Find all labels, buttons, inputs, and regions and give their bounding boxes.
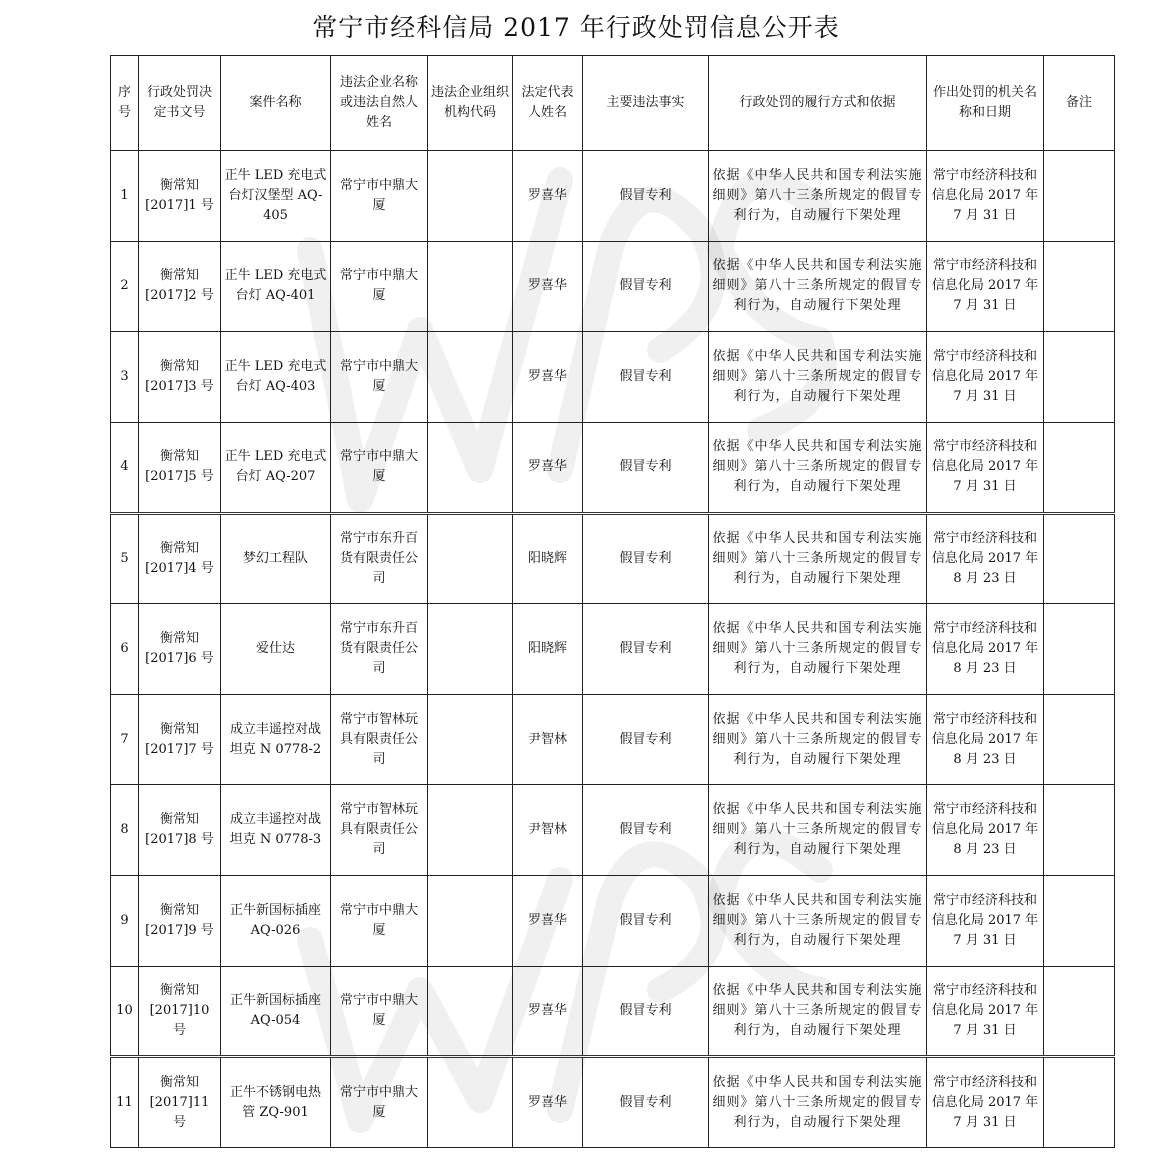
cell-party: 常宁市中鼎大厦 <box>331 876 428 967</box>
cell-basis: 依据《中华人民共和国专利法实施细则》第八十三条所规定的假冒专利行为，自动履行下架处理 <box>709 785 927 876</box>
cell-case-name: 正牛 LED 充电式台灯汉堡型 AQ-405 <box>221 151 331 242</box>
cell-legal-rep: 罗喜华 <box>513 876 583 967</box>
cell-org-code <box>428 1057 513 1148</box>
cell-authority: 常宁市经济科技和信息化局 2017 年 7 月 31 日 <box>927 422 1044 513</box>
cell-case-name: 成立丰遥控对战坦克 N 0778-2 <box>221 694 331 785</box>
cell-org-code <box>428 241 513 332</box>
header-legal-rep: 法定代表人姓名 <box>513 56 583 151</box>
cell-legal-rep: 罗喜华 <box>513 151 583 242</box>
cell-party: 常宁市东升百货有限责任公司 <box>331 513 428 604</box>
cell-legal-rep: 罗喜华 <box>513 241 583 332</box>
cell-violation: 假冒专利 <box>583 694 709 785</box>
cell-authority: 常宁市经济科技和信息化局 2017 年 7 月 31 日 <box>927 332 1044 423</box>
cell-org-code <box>428 604 513 695</box>
cell-basis: 依据《中华人民共和国专利法实施细则》第八十三条所规定的假冒专利行为，自动履行下架处理 <box>709 332 927 423</box>
cell-party: 常宁市中鼎大厦 <box>331 422 428 513</box>
cell-legal-rep: 罗喜华 <box>513 966 583 1057</box>
cell-doc-no: 衡常知[2017]1 号 <box>139 151 221 242</box>
cell-violation: 假冒专利 <box>583 151 709 242</box>
cell-party: 常宁市东升百货有限责任公司 <box>331 604 428 695</box>
cell-basis: 依据《中华人民共和国专利法实施细则》第八十三条所规定的假冒专利行为，自动履行下架处理 <box>709 604 927 695</box>
cell-doc-no: 衡常知[2017]4 号 <box>139 513 221 604</box>
cell-legal-rep: 尹智林 <box>513 785 583 876</box>
cell-basis: 依据《中华人民共和国专利法实施细则》第八十三条所规定的假冒专利行为，自动履行下架处理 <box>709 876 927 967</box>
cell-doc-no: 衡常知[2017]9 号 <box>139 876 221 967</box>
cell-party: 常宁市中鼎大厦 <box>331 332 428 423</box>
cell-org-code <box>428 513 513 604</box>
table-row <box>111 1057 1115 1148</box>
cell-case-name: 正牛 LED 充电式台灯 AQ-207 <box>221 422 331 513</box>
cell-remarks <box>1044 694 1115 785</box>
cell-remarks <box>1044 513 1115 604</box>
cell-case-name: 正牛不锈钢电热管 ZQ-901 <box>221 1057 331 1148</box>
header-doc-no: 行政处罚决定书文号 <box>139 56 221 151</box>
cell-violation: 假冒专利 <box>583 1057 709 1148</box>
cell-basis: 依据《中华人民共和国专利法实施细则》第八十三条所规定的假冒专利行为，自动履行下架处理 <box>709 422 927 513</box>
cell-authority: 常宁市经济科技和信息化局 2017 年 7 月 31 日 <box>927 151 1044 242</box>
cell-doc-no: 衡常知[2017]8 号 <box>139 785 221 876</box>
header-basis: 行政处罚的履行方式和依据 <box>709 56 927 151</box>
cell-party: 常宁市中鼎大厦 <box>331 1057 428 1148</box>
header-party: 违法企业名称或违法自然人姓名 <box>331 56 428 151</box>
table-header-row <box>111 56 1115 151</box>
table-row <box>111 332 1115 423</box>
cell-party: 常宁市中鼎大厦 <box>331 151 428 242</box>
cell-case-name: 正牛 LED 充电式台灯 AQ-403 <box>221 332 331 423</box>
cell-org-code <box>428 151 513 242</box>
cell-doc-no: 衡常知[2017]11 号 <box>139 1057 221 1148</box>
cell-case-name: 正牛 LED 充电式台灯 AQ-401 <box>221 241 331 332</box>
cell-authority: 常宁市经济科技和信息化局 2017 年 8 月 23 日 <box>927 694 1044 785</box>
cell-case-name: 正牛新国标插座 AQ-054 <box>221 966 331 1057</box>
cell-party: 常宁市智林玩具有限责任公司 <box>331 785 428 876</box>
cell-authority: 常宁市经济科技和信息化局 2017 年 7 月 31 日 <box>927 966 1044 1057</box>
cell-doc-no: 衡常知[2017]5 号 <box>139 422 221 513</box>
cell-party: 常宁市智林玩具有限责任公司 <box>331 694 428 785</box>
cell-seq: 4 <box>111 422 139 513</box>
header-case-name: 案件名称 <box>221 56 331 151</box>
cell-violation: 假冒专利 <box>583 876 709 967</box>
cell-doc-no: 衡常知[2017]7 号 <box>139 694 221 785</box>
cell-seq: 2 <box>111 241 139 332</box>
cell-case-name: 正牛新国标插座 AQ-026 <box>221 876 331 967</box>
cell-basis: 依据《中华人民共和国专利法实施细则》第八十三条所规定的假冒专利行为，自动履行下架处理 <box>709 966 927 1057</box>
cell-seq: 10 <box>111 966 139 1057</box>
cell-remarks <box>1044 1057 1115 1148</box>
cell-remarks <box>1044 785 1115 876</box>
cell-doc-no: 衡常知[2017]10 号 <box>139 966 221 1057</box>
header-violation: 主要违法事实 <box>583 56 709 151</box>
cell-org-code <box>428 422 513 513</box>
cell-violation: 假冒专利 <box>583 604 709 695</box>
header-seq: 序号 <box>111 56 139 151</box>
header-authority: 作出处罚的机关名称和日期 <box>927 56 1044 151</box>
cell-party: 常宁市中鼎大厦 <box>331 241 428 332</box>
cell-authority: 常宁市经济科技和信息化局 2017 年 8 月 23 日 <box>927 513 1044 604</box>
table-row <box>111 876 1115 967</box>
table-body <box>111 151 1115 1148</box>
table-row <box>111 604 1115 695</box>
header-remarks: 备注 <box>1044 56 1115 151</box>
table-row <box>111 694 1115 785</box>
cell-basis: 依据《中华人民共和国专利法实施细则》第八十三条所规定的假冒专利行为，自动履行下架处理 <box>709 694 927 785</box>
cell-legal-rep: 尹智林 <box>513 694 583 785</box>
cell-seq: 8 <box>111 785 139 876</box>
cell-authority: 常宁市经济科技和信息化局 2017 年 8 月 23 日 <box>927 604 1044 695</box>
cell-org-code <box>428 694 513 785</box>
table-row <box>111 151 1115 242</box>
cell-org-code <box>428 332 513 423</box>
cell-basis: 依据《中华人民共和国专利法实施细则》第八十三条所规定的假冒专利行为，自动履行下架处理 <box>709 241 927 332</box>
cell-doc-no: 衡常知[2017]2 号 <box>139 241 221 332</box>
cell-violation: 假冒专利 <box>583 966 709 1057</box>
cell-org-code <box>428 876 513 967</box>
header-org-code: 违法企业组织机构代码 <box>428 56 513 151</box>
cell-seq: 11 <box>111 1057 139 1148</box>
penalty-info-table <box>110 55 1115 1148</box>
cell-violation: 假冒专利 <box>583 785 709 876</box>
cell-violation: 假冒专利 <box>583 422 709 513</box>
cell-violation: 假冒专利 <box>583 241 709 332</box>
cell-party: 常宁市中鼎大厦 <box>331 966 428 1057</box>
cell-authority: 常宁市经济科技和信息化局 2017 年 7 月 31 日 <box>927 1057 1044 1148</box>
table-row <box>111 513 1115 604</box>
cell-authority: 常宁市经济科技和信息化局 2017 年 7 月 31 日 <box>927 241 1044 332</box>
cell-seq: 3 <box>111 332 139 423</box>
cell-legal-rep: 罗喜华 <box>513 332 583 423</box>
cell-remarks <box>1044 151 1115 242</box>
cell-remarks <box>1044 241 1115 332</box>
cell-seq: 5 <box>111 513 139 604</box>
cell-case-name: 梦幻工程队 <box>221 513 331 604</box>
cell-violation: 假冒专利 <box>583 332 709 423</box>
cell-basis: 依据《中华人民共和国专利法实施细则》第八十三条所规定的假冒专利行为，自动履行下架处理 <box>709 151 927 242</box>
cell-legal-rep: 罗喜华 <box>513 422 583 513</box>
table-row <box>111 966 1115 1057</box>
cell-legal-rep: 罗喜华 <box>513 1057 583 1148</box>
cell-seq: 6 <box>111 604 139 695</box>
cell-doc-no: 衡常知[2017]3 号 <box>139 332 221 423</box>
cell-legal-rep: 阳晓辉 <box>513 604 583 695</box>
cell-remarks <box>1044 604 1115 695</box>
cell-case-name: 成立丰遥控对战坦克 N 0778-3 <box>221 785 331 876</box>
cell-authority: 常宁市经济科技和信息化局 2017 年 8 月 23 日 <box>927 785 1044 876</box>
cell-remarks <box>1044 876 1115 967</box>
cell-basis: 依据《中华人民共和国专利法实施细则》第八十三条所规定的假冒专利行为，自动履行下架处理 <box>709 513 927 604</box>
cell-authority: 常宁市经济科技和信息化局 2017 年 7 月 31 日 <box>927 876 1044 967</box>
table-row <box>111 785 1115 876</box>
page-title: 常宁市经科信局 2017 年行政处罚信息公开表 <box>312 13 840 42</box>
cell-org-code <box>428 966 513 1057</box>
cell-remarks <box>1044 966 1115 1057</box>
table-row <box>111 241 1115 332</box>
table-row <box>111 422 1115 513</box>
cell-case-name: 爱仕达 <box>221 604 331 695</box>
cell-doc-no: 衡常知[2017]6 号 <box>139 604 221 695</box>
cell-seq: 7 <box>111 694 139 785</box>
cell-violation: 假冒专利 <box>583 513 709 604</box>
cell-seq: 9 <box>111 876 139 967</box>
cell-remarks <box>1044 422 1115 513</box>
cell-remarks <box>1044 332 1115 423</box>
cell-org-code <box>428 785 513 876</box>
cell-legal-rep: 阳晓辉 <box>513 513 583 604</box>
cell-seq: 1 <box>111 151 139 242</box>
cell-basis: 依据《中华人民共和国专利法实施细则》第八十三条所规定的假冒专利行为，自动履行下架处理 <box>709 1057 927 1148</box>
